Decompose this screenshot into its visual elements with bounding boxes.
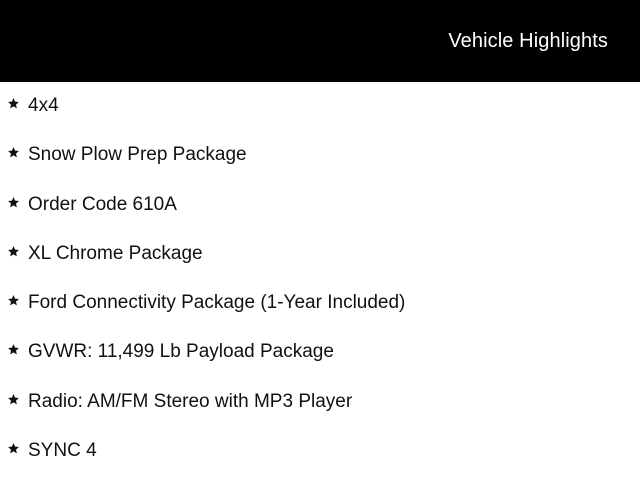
highlight-label: GVWR: 11,499 Lb Payload Package — [28, 341, 334, 363]
highlight-label: SYNC 4 — [28, 440, 97, 462]
highlight-label: XL Chrome Package — [28, 242, 203, 264]
star-icon — [7, 393, 20, 406]
highlight-label: Order Code 610A — [28, 193, 177, 215]
list-item — [0, 230, 640, 279]
highlight-label: Snow Plow Prep Package — [28, 144, 247, 166]
star-icon — [7, 146, 20, 159]
list-item — [0, 131, 640, 180]
list-item — [0, 328, 640, 377]
star-icon — [7, 245, 20, 258]
star-icon — [7, 294, 20, 307]
list-item — [0, 427, 640, 476]
highlight-label: Ford Connectivity Package (1-Year Included) — [28, 292, 406, 314]
star-icon — [7, 343, 20, 356]
highlight-label: Radio: AM/FM Stereo with MP3 Player — [28, 390, 353, 412]
highlights-list — [0, 82, 640, 476]
header-bar — [0, 0, 640, 82]
list-item — [0, 279, 640, 328]
star-icon — [7, 97, 20, 110]
list-item — [0, 181, 640, 230]
page-title: Vehicle Highlights — [448, 30, 608, 52]
list-item — [0, 82, 640, 131]
star-icon — [7, 196, 20, 209]
star-icon — [7, 442, 20, 455]
list-item — [0, 378, 640, 427]
highlight-label: 4x4 — [28, 95, 59, 116]
